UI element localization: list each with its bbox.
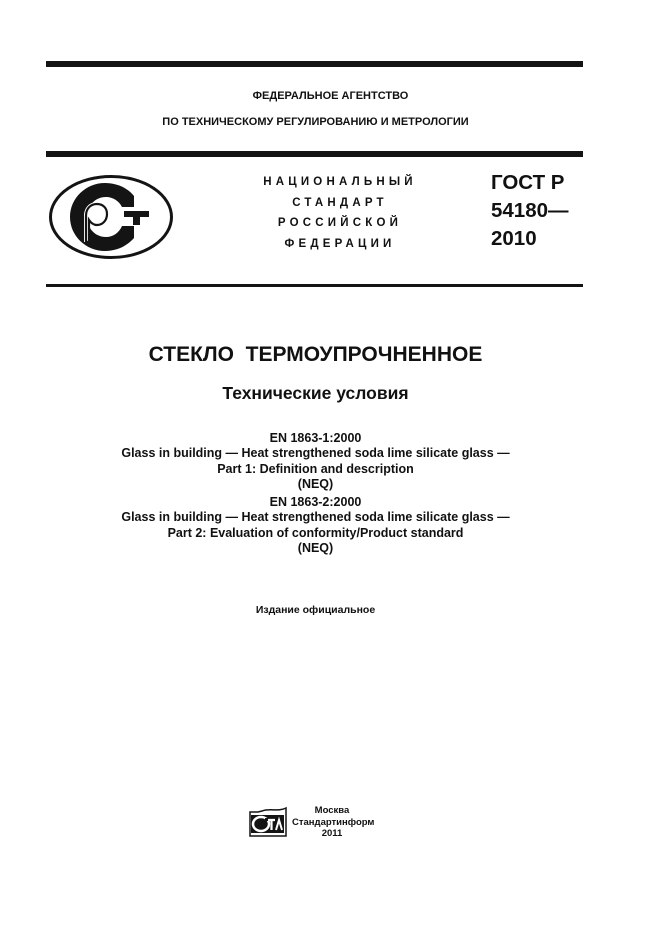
reference-title-line: Part 1: Definition and description: [217, 461, 414, 476]
standartinform-logo-icon: [248, 806, 288, 838]
national-standard-line: РОССИЙСКОЙ: [277, 217, 403, 229]
publication-year: 2011: [321, 828, 343, 839]
reference-title-line: Part 2: Evaluation of conformity/Product standard: [167, 525, 464, 540]
agency-name-line-2: ПО ТЕХНИЧЕСКОМУ РЕГУЛИРОВАНИЮ И МЕТРОЛОГИИ: [162, 116, 469, 128]
document-subtitle: Технические условия: [222, 383, 409, 403]
document-title: СТЕКЛО ТЕРМОУПРОЧНЕННОЕ: [148, 343, 483, 366]
designation-line: ГОСТ Р: [491, 171, 565, 194]
agency-bottom-rule: [46, 151, 583, 157]
reference-code: EN 1863-2:2000: [269, 495, 362, 510]
reference-equivalence: (NEQ): [297, 476, 334, 491]
edition-label: Издание официальное: [255, 604, 376, 616]
standard-designation: [491, 169, 569, 253]
reference-code: EN 1863-1:2000: [269, 431, 362, 445]
reference-title-line: Glass in building — Heat strengthened soda lime silicate glass —: [121, 446, 510, 461]
standard-block-bottom-rule: [46, 284, 583, 287]
designation-line: 2010: [491, 227, 537, 250]
agency-name-line-1: ФЕДЕРАЛЬНОЕ АГЕНТСТВО: [252, 90, 409, 102]
top-rule: [46, 61, 583, 67]
reference-block: [0, 431, 631, 492]
national-standard-line: СТАНДАРТ: [292, 196, 388, 209]
reference-title-line: Glass in building — Heat strengthened soda lime silicate glass —: [121, 510, 510, 525]
national-standard-label: [250, 172, 430, 254]
national-standard-line: ФЕДЕРАЦИИ: [284, 237, 396, 250]
publisher-name: Стандартинформ: [292, 816, 375, 828]
reference-equivalence: (NEQ): [297, 541, 334, 556]
national-standard-line: НАЦИОНАЛЬНЫЙ: [263, 176, 417, 188]
international-references: [0, 431, 631, 556]
reference-block: [0, 495, 631, 556]
rst-certification-mark-icon: [48, 174, 174, 260]
publisher-city: Москва: [314, 805, 350, 816]
publisher-info: [292, 805, 375, 840]
designation-line: 54180—: [491, 199, 569, 222]
